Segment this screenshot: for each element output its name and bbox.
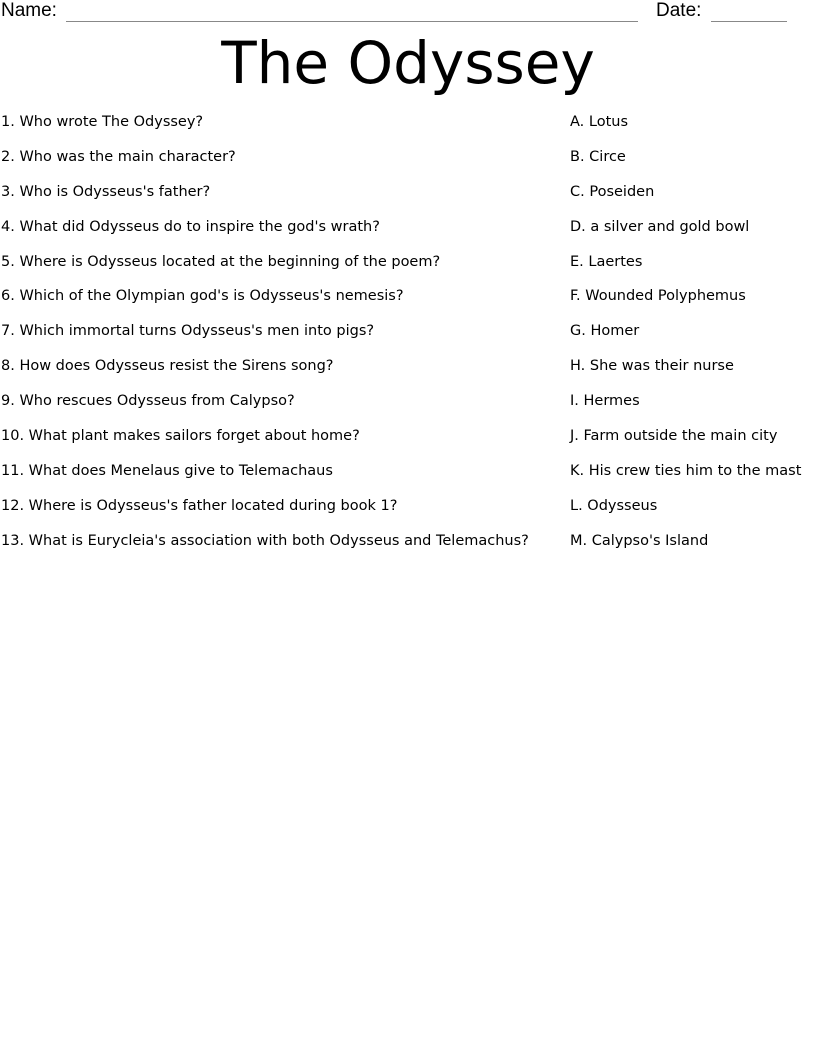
question-item: 9. Who rescues Odysseus from Calypso? bbox=[1, 393, 295, 410]
question-item: 10. What plant makes sailors forget about home? bbox=[1, 428, 360, 445]
answer-item: C. Poseiden bbox=[570, 183, 655, 200]
answer-item: B. Circe bbox=[570, 148, 626, 165]
question-item: 2. Who was the main character? bbox=[1, 148, 236, 165]
name-label: Name: bbox=[1, 0, 57, 21]
answer-item: D. a silver and gold bowl bbox=[570, 218, 750, 235]
question-item: 1. Who wrote The Odyssey? bbox=[1, 114, 204, 130]
question-item: 8. How does Odysseus resist the Sirens song? bbox=[1, 358, 334, 375]
answer-item: F. Wounded Polyphemus bbox=[570, 288, 746, 305]
question-item: 4. What did Odysseus do to inspire the god's wrath? bbox=[1, 218, 380, 235]
answer-item: A. Lotus bbox=[570, 114, 629, 130]
date-label: Date: bbox=[656, 0, 702, 21]
answer-item: J. Farm outside the main city bbox=[570, 428, 778, 445]
answer-item: K. His crew ties him to the mast bbox=[570, 462, 802, 479]
answer-item: H. She was their nurse bbox=[570, 358, 734, 375]
question-item: 6. Which of the Olympian god's is Odysseus's nemesis? bbox=[1, 288, 404, 305]
date-blank-line[interactable] bbox=[711, 3, 787, 22]
question-item: 13. What is Eurycleia's association with both Odysseus and Telemachus? bbox=[1, 532, 529, 549]
questions-list bbox=[1, 112, 529, 566]
question-item: 11. What does Menelaus give to Telemachaus bbox=[1, 462, 333, 479]
answer-item: G. Homer bbox=[570, 323, 640, 340]
date-field[interactable] bbox=[656, 0, 787, 22]
question-item: 3. Who is Odysseus's father? bbox=[1, 183, 211, 200]
answer-item: L. Odysseus bbox=[570, 497, 658, 514]
name-field[interactable] bbox=[1, 0, 638, 22]
answer-item: I. Hermes bbox=[570, 393, 640, 410]
page-title: The Odyssey bbox=[221, 29, 595, 97]
answer-item: M. Calypso's Island bbox=[570, 532, 709, 549]
question-item: 5. Where is Odysseus located at the beginning of the poem? bbox=[1, 253, 441, 270]
name-blank-line[interactable] bbox=[66, 3, 638, 22]
question-item: 12. Where is Odysseus's father located during book 1? bbox=[1, 497, 398, 514]
answer-item: E. Laertes bbox=[570, 253, 643, 270]
question-item: 7. Which immortal turns Odysseus's men into pigs? bbox=[1, 323, 375, 340]
answers-list bbox=[570, 112, 801, 566]
